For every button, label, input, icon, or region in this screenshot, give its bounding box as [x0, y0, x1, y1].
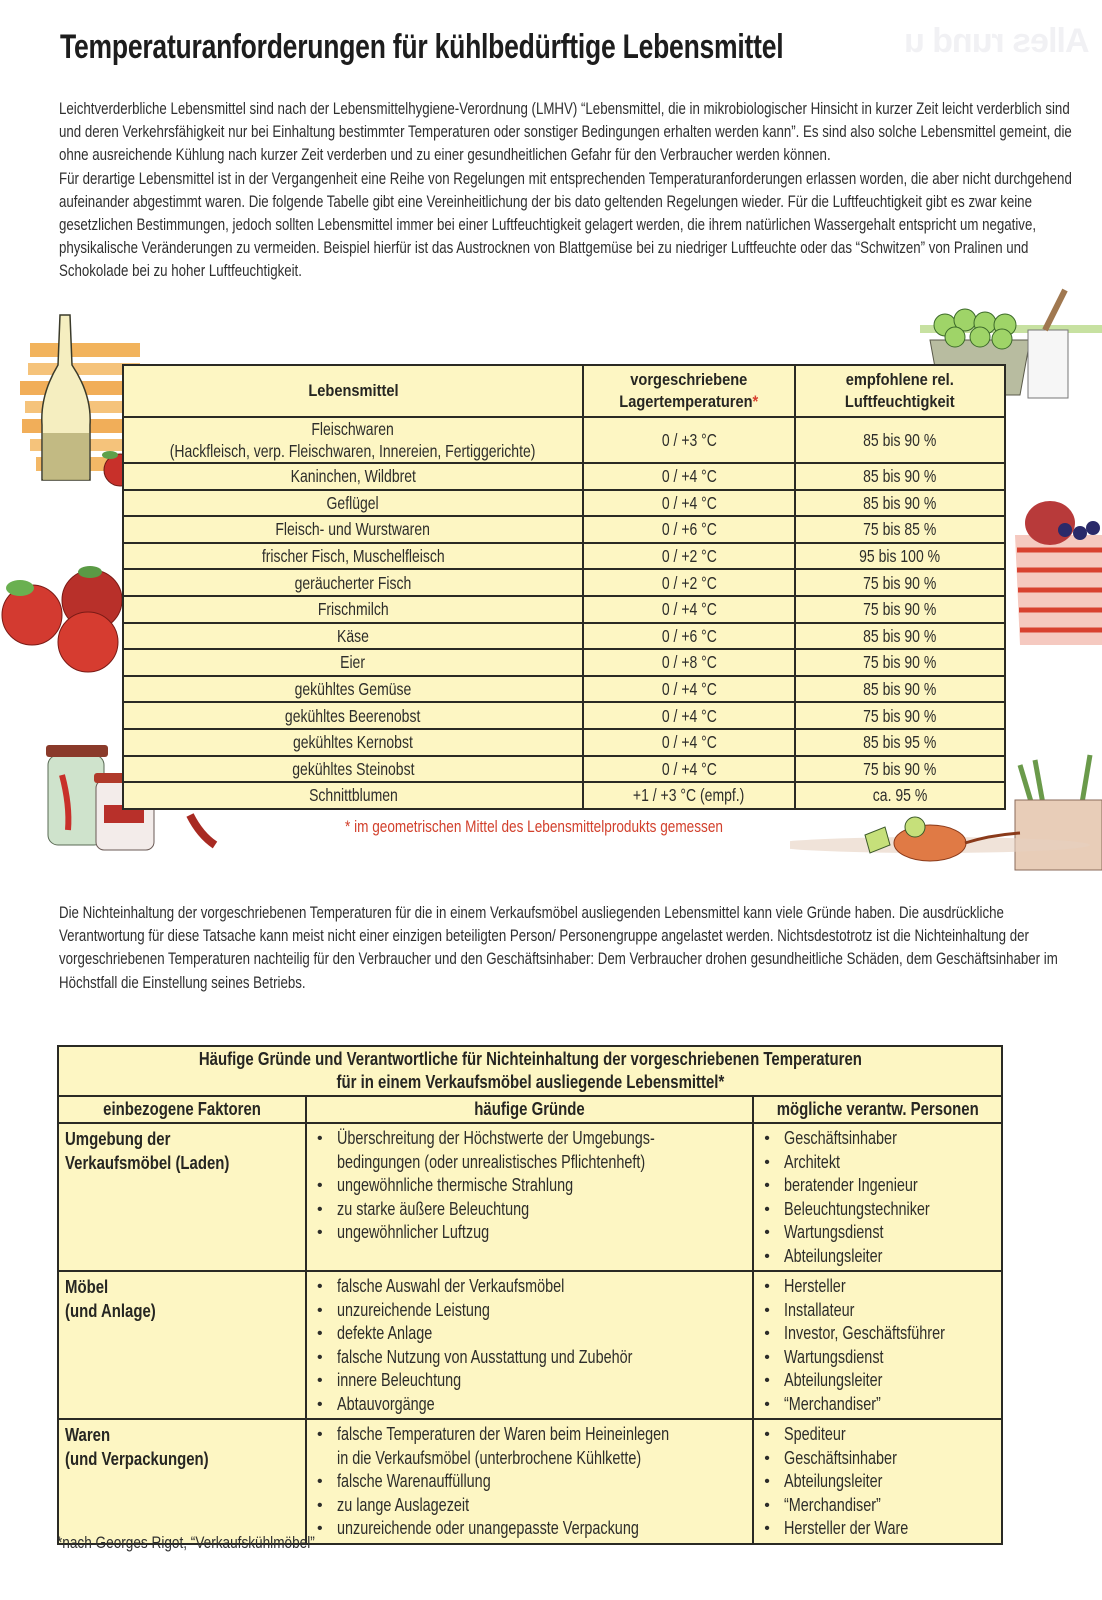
food-cell — [123, 596, 583, 623]
humidity-cell — [795, 676, 1005, 703]
table-row — [123, 569, 1005, 596]
humidity-cell — [795, 516, 1005, 543]
list-item — [762, 1198, 1001, 1222]
table-row — [123, 543, 1005, 570]
reason-text: unzureichende oder unangepasste Verpackung — [337, 1518, 639, 1538]
bullet-icon: • — [764, 1301, 770, 1319]
person-text: beratender Ingenieur — [784, 1175, 918, 1195]
humidity-cell — [795, 417, 1005, 463]
humidity-value: 85 bis 95 % — [863, 732, 937, 753]
reason-text: innere Beleuchtung — [337, 1370, 462, 1390]
bullet-icon: • — [317, 1348, 323, 1366]
humidity-cell — [795, 596, 1005, 623]
header-storage-temperature — [583, 365, 795, 417]
bullet-icon: • — [317, 1278, 323, 1295]
factor-label: Möbel (und Anlage) — [65, 1277, 156, 1321]
bullet-icon: • — [764, 1496, 770, 1514]
food-cell — [123, 702, 583, 729]
bullet-icon: • — [317, 1473, 323, 1490]
apples-illustration — [0, 560, 125, 675]
food-name: gekühltes Steinobst — [291, 758, 415, 779]
person-text: Geschäftsinhaber — [784, 1128, 898, 1148]
humidity-value: 75 bis 90 % — [863, 599, 937, 620]
bullet-icon: • — [764, 1177, 770, 1194]
person-text: Abteilungsleiter — [784, 1370, 883, 1390]
bullet-icon: • — [764, 1278, 770, 1295]
list-item — [762, 1221, 1001, 1245]
temperature-value: 0 / +8 °C — [661, 652, 717, 673]
list-item — [315, 1470, 752, 1494]
food-cell — [123, 463, 583, 490]
temperature-cell — [583, 417, 795, 463]
header-food: Lebensmittel — [123, 365, 583, 417]
table-row — [58, 1419, 1002, 1544]
bullet-icon: • — [764, 1224, 770, 1241]
humidity-value: 85 bis 90 % — [863, 430, 937, 450]
person-text: Abteilungsleiter — [784, 1471, 883, 1491]
humidity-value: 75 bis 90 % — [863, 652, 937, 673]
reasons-cell — [306, 1123, 753, 1271]
list-item — [315, 1393, 752, 1417]
reasons-cell — [306, 1271, 753, 1419]
humidity-cell — [795, 569, 1005, 596]
food-name: Frischmilch — [317, 599, 389, 620]
person-text: Hersteller der Ware — [784, 1518, 909, 1538]
bullet-icon: • — [764, 1473, 770, 1490]
humidity-value: 85 bis 90 % — [863, 492, 937, 513]
food-name: Kaninchen, Wildbret — [290, 466, 416, 487]
food-name: Geflügel — [326, 492, 380, 513]
temperature-value: 0 / +4 °C — [661, 679, 717, 700]
humidity-value: 75 bis 85 % — [863, 519, 937, 540]
temperature-value: 0 / +4 °C — [661, 705, 717, 726]
person-text: Wartungsdienst — [784, 1222, 884, 1242]
table2-title-row — [58, 1046, 1002, 1096]
page-title: Temperaturanforderungen für kühlbedürftige Lebensmittel — [60, 28, 784, 66]
food-cell — [123, 649, 583, 676]
temperature-requirements-table — [122, 364, 1006, 810]
person-text: Architekt — [784, 1151, 841, 1172]
person-text: Geschäftsinhaber — [784, 1447, 898, 1468]
bullet-icon: • — [317, 1130, 323, 1147]
list-item — [762, 1517, 1001, 1541]
table-header-row — [123, 365, 1005, 417]
reason-text: zu starke äußere Beleuchtung — [337, 1198, 530, 1219]
humidity-cell — [795, 649, 1005, 676]
oil-bottle-illustration — [0, 305, 140, 495]
temperature-value: 0 / +4 °C — [661, 758, 717, 779]
humidity-cell — [795, 543, 1005, 570]
humidity-cell — [795, 623, 1005, 650]
temperature-value: 0 / +6 °C — [661, 625, 717, 646]
table2-header-row — [58, 1096, 1002, 1123]
temperature-cell — [583, 702, 795, 729]
bullet-icon: • — [764, 1426, 770, 1443]
factor-cell — [58, 1123, 306, 1271]
food-cell — [123, 676, 583, 703]
humidity-value: 75 bis 90 % — [863, 758, 937, 779]
table-row — [123, 516, 1005, 543]
food-name: gekühltes Gemüse — [294, 679, 412, 700]
bullet-icon: • — [317, 1224, 323, 1241]
person-text: Beleuchtungstechniker — [784, 1198, 930, 1219]
food-cell — [123, 490, 583, 517]
temperature-value: +1 / +3 °C (empf.) — [633, 785, 745, 806]
header-humidity — [795, 365, 1005, 417]
header-temp-line2: Lagertemperaturen — [619, 392, 753, 411]
intro-text — [59, 98, 1073, 284]
persons-cell — [753, 1419, 1002, 1544]
list-item — [315, 1275, 752, 1299]
table2-footnote: *nach Georges Rigot, “Verkaufskühlmöbel” — [57, 1533, 315, 1552]
table2-title — [58, 1046, 1002, 1096]
person-text: “Merchandiser” — [784, 1494, 882, 1515]
temperature-cell — [583, 676, 795, 703]
temperature-value: 0 / +6 °C — [661, 519, 717, 540]
bullet-icon: • — [317, 1325, 323, 1342]
reason-text: unzureichende Leistung — [337, 1299, 490, 1320]
temperature-cell — [583, 649, 795, 676]
bullet-icon: • — [317, 1426, 323, 1443]
temperature-cell — [583, 569, 795, 596]
bullet-icon: • — [317, 1372, 323, 1389]
list-item — [762, 1245, 1001, 1269]
food-cell — [123, 729, 583, 756]
bullet-icon: • — [317, 1520, 323, 1537]
list-item — [315, 1198, 752, 1222]
list-item — [315, 1369, 752, 1393]
person-text: “Merchandiser” — [784, 1393, 882, 1414]
humidity-value: 85 bis 90 % — [863, 466, 937, 487]
reason-continuation: in die Verkaufsmöbel (unterbrochene Kühlkette) — [337, 1447, 642, 1468]
list-item — [315, 1174, 752, 1198]
bullet-icon: • — [317, 1496, 323, 1514]
humidity-value: 85 bis 90 % — [863, 679, 937, 700]
person-text: Wartungsdienst — [784, 1346, 884, 1367]
bullet-icon: • — [764, 1372, 770, 1389]
humidity-value: 95 bis 100 % — [859, 546, 941, 567]
table-row — [123, 676, 1005, 703]
food-cell — [123, 756, 583, 783]
humidity-cell — [795, 702, 1005, 729]
temperature-value: 0 / +2 °C — [661, 572, 717, 593]
noncompliance-reasons-table — [57, 1045, 1003, 1545]
reason-continuation: bedingungen (oder unrealistisches Pflichtenheft) — [337, 1151, 646, 1172]
list-item — [762, 1299, 1001, 1323]
food-name: Käse — [337, 625, 369, 646]
factor-label: Waren (und Verpackungen) — [65, 1425, 209, 1469]
footnote-asterisk: * — [752, 392, 759, 411]
person-text: Hersteller — [784, 1276, 846, 1296]
header-reasons: häufige Gründe — [306, 1096, 753, 1123]
person-text: Abteilungsleiter — [784, 1245, 883, 1266]
list-item — [315, 1517, 752, 1541]
temperature-cell — [583, 490, 795, 517]
table-row — [123, 702, 1005, 729]
reason-text: ungewöhnlicher Luftzug — [337, 1222, 490, 1242]
list-item — [315, 1221, 752, 1245]
reason-text: ungewöhnliche thermische Strahlung — [337, 1175, 574, 1195]
header-persons: mögliche verantw. Personen — [753, 1096, 1002, 1123]
temperature-cell — [583, 623, 795, 650]
reason-text: falsche Nutzung von Ausstattung und Zubehör — [337, 1346, 633, 1367]
humidity-cell — [795, 782, 1005, 809]
factor-cell — [58, 1419, 306, 1544]
list-item — [315, 1346, 752, 1370]
person-text: Investor, Geschäftsführer — [784, 1323, 946, 1343]
table-row — [123, 623, 1005, 650]
intro-paragraph-1: Leichtverderbliche Lebensmittel sind nach der Lebensmittelhygiene-Verordnung (LMHV) “Lebensmittel, die in mikrobiologischer Hinsicht in kurzer Zeit leicht verderblich sind und deren Verkehrsfähigkeit nur bei Einhaltung bestimmter Temperaturen oder sonstiger Bedingungen erhalten werden kann”. Es sind also solche Lebensmittel gemeint, die ohne ausreichende Kühlung nach kurzer Zeit verderben und zu einer gesundheitlichen Gefahr für den Verbraucher werden können. — [59, 100, 1072, 165]
list-item — [762, 1369, 1001, 1393]
bullet-icon: • — [317, 1301, 323, 1319]
bullet-icon: • — [764, 1200, 770, 1218]
food-cell — [123, 569, 583, 596]
list-item — [762, 1174, 1001, 1198]
bullet-icon: • — [764, 1348, 770, 1366]
temperature-value: 0 / +4 °C — [661, 492, 717, 513]
temperature-cell — [583, 729, 795, 756]
person-text: Spediteur — [784, 1424, 846, 1444]
reason-text: falsche Temperaturen der Waren beim Heineinlegen — [337, 1424, 670, 1444]
food-name: frischer Fisch, Muschelfleisch — [261, 546, 445, 567]
list-item — [762, 1423, 1001, 1447]
humidity-cell — [795, 463, 1005, 490]
ghost-bleedthrough-heading: Alles rund u — [905, 22, 1090, 60]
food-cell — [123, 623, 583, 650]
humidity-value: ca. 95 % — [872, 785, 928, 806]
reason-text: falsche Warenauffüllung — [337, 1471, 491, 1491]
bullet-icon: • — [764, 1520, 770, 1537]
bullet-icon: • — [764, 1153, 770, 1171]
temperature-table-body — [123, 417, 1005, 809]
food-name: Schnittblumen — [308, 785, 398, 806]
persons-cell — [753, 1271, 1002, 1419]
reason-text: zu lange Auslagezeit — [337, 1494, 470, 1515]
list-item — [315, 1423, 752, 1470]
temperature-value: 0 / +2 °C — [661, 546, 717, 567]
bullet-icon: • — [317, 1177, 323, 1194]
header-humidity-line1: empfohlene rel. — [845, 370, 955, 389]
persons-cell — [753, 1123, 1002, 1271]
header-temp-line1: vorgeschriebene — [630, 370, 748, 389]
list-item — [762, 1275, 1001, 1299]
food-name: Fleischwaren — [311, 419, 395, 439]
temperature-value: 0 / +3 °C — [661, 430, 717, 450]
food-cell — [123, 516, 583, 543]
humidity-cell — [795, 756, 1005, 783]
list-item — [762, 1393, 1001, 1417]
humidity-value: 75 bis 90 % — [863, 705, 937, 726]
table-row — [123, 756, 1005, 783]
table-row — [58, 1271, 1002, 1419]
food-cell — [123, 782, 583, 809]
temperature-value: 0 / +4 °C — [661, 466, 717, 487]
food-name: Eier — [340, 652, 366, 673]
table-row — [123, 596, 1005, 623]
reasons-cell — [306, 1419, 753, 1544]
bullet-icon: • — [317, 1395, 323, 1413]
table-row — [123, 490, 1005, 517]
food-name: Fleisch- und Wurstwaren — [275, 519, 431, 540]
bullet-icon: • — [764, 1395, 770, 1413]
humidity-cell — [795, 490, 1005, 517]
list-item — [762, 1346, 1001, 1370]
temperature-cell — [583, 756, 795, 783]
table2-title-line1: Häufige Gründe und Verantwortliche für Nichteinhaltung der vorgeschriebenen Temperaturen — [198, 1049, 862, 1069]
list-item — [315, 1299, 752, 1323]
table-row — [123, 729, 1005, 756]
temperature-cell — [583, 463, 795, 490]
food-name: gekühltes Kernobst — [293, 732, 413, 753]
list-item — [762, 1494, 1001, 1518]
person-text: Installateur — [784, 1299, 855, 1320]
table1-footnote: * im geometrischen Mittel des Lebensmittelprodukts gemessen — [345, 817, 723, 836]
bullet-icon: • — [764, 1449, 770, 1467]
list-item — [762, 1447, 1001, 1471]
factor-cell — [58, 1271, 306, 1419]
humidity-cell — [795, 729, 1005, 756]
table-row — [123, 782, 1005, 809]
reason-text: Abtauvorgänge — [337, 1393, 435, 1414]
bullet-icon: • — [317, 1200, 323, 1218]
header-humidity-line2: Luftfeuchtigkeit — [845, 392, 955, 411]
temperature-cell — [583, 596, 795, 623]
list-item — [315, 1322, 752, 1346]
table-row — [58, 1123, 1002, 1271]
list-item — [762, 1322, 1001, 1346]
reason-text: falsche Auswahl der Verkaufsmöbel — [337, 1276, 565, 1296]
factor-label: Umgebung der Verkaufsmöbel (Laden) — [65, 1129, 230, 1173]
food-cell — [123, 543, 583, 570]
bullet-icon: • — [764, 1130, 770, 1147]
food-cell — [123, 417, 583, 463]
list-item — [762, 1151, 1001, 1175]
temperature-value: 0 / +4 °C — [661, 599, 717, 620]
intro-paragraph-2: Für derartige Lebensmittel ist in der Vergangenheit eine Reihe von Regelungen mit entsprechenden Temperaturanforderungen erlassen worden, die aber nicht durchgehend aufeinander abgestimmt waren. Die folgende Tabelle gibt eine Vereinheitlichung der bis dato geltenden Regelungen wieder. Für die Luftfeuchtigkeit gibt es zwar keine gesetzlichen Bestimmungen, jedoch sollten Lebensmittel immer bei einer Luftfeuchtigkeit gelagert werden, die ihrem natürlichen Wassergehalt entspricht um negative, physikalische Veränderungen zu vermeiden. Beispiel hierfür ist das Austrocknen von Blattgemüse bei zu niedriger Luftfeuchte oder das “Schwitzen” von Pralinen und Schokolade bei zu hoher Luftfeuchtigkeit. — [59, 169, 1072, 281]
list-item — [315, 1127, 752, 1174]
table-row — [123, 463, 1005, 490]
temperature-cell — [583, 516, 795, 543]
table2-title-line2: für in einem Verkaufsmöbel ausliegende Lebensmittel* — [336, 1072, 724, 1092]
list-item — [315, 1494, 752, 1518]
reason-text: defekte Anlage — [337, 1323, 433, 1343]
list-item — [762, 1127, 1001, 1151]
food-name: gekühltes Beerenobst — [285, 705, 421, 726]
bullet-icon: • — [764, 1247, 770, 1265]
temperature-cell — [583, 543, 795, 570]
header-factors: einbezogene Faktoren — [58, 1096, 306, 1123]
noncompliance-paragraph: Die Nichteinhaltung der vorgeschriebenen Temperaturen für die in einem Verkaufsmöbel ausliegenden Lebensmittel kann viele Gründe haben. Die ausdrückliche Verantwortung für diese Tatsache kann meist nicht einer einzigen beteiligten Person/ Personengruppe angelastet werden. Nichtsdestotrotz ist die Nichteinhaltung der vorgeschriebenen Temperaturen nachteilig für den Verbraucher und den Geschäftsinhaber: Dem Verbraucher drohen gesundheitliche Schäden, dem Geschäftsinhaber im Höchstfall die Einstellung seines Betriebs. — [59, 904, 1058, 992]
bullet-icon: • — [764, 1325, 770, 1342]
list-item — [762, 1470, 1001, 1494]
berry-dessert-illustration — [1005, 495, 1102, 660]
temperature-cell — [583, 782, 795, 809]
humidity-value: 85 bis 90 % — [863, 625, 937, 646]
temperature-value: 0 / +4 °C — [661, 732, 717, 753]
reason-text: Überschreitung der Höchstwerte der Umgebungs- — [337, 1128, 655, 1148]
food-subtitle: (Hackfleisch, verp. Fleischwaren, Innereien, Fertiggerichte) — [170, 441, 536, 461]
food-name: geräucherter Fisch — [294, 572, 412, 593]
table-row — [123, 417, 1005, 463]
table-row — [123, 649, 1005, 676]
humidity-value: 75 bis 90 % — [863, 572, 937, 593]
